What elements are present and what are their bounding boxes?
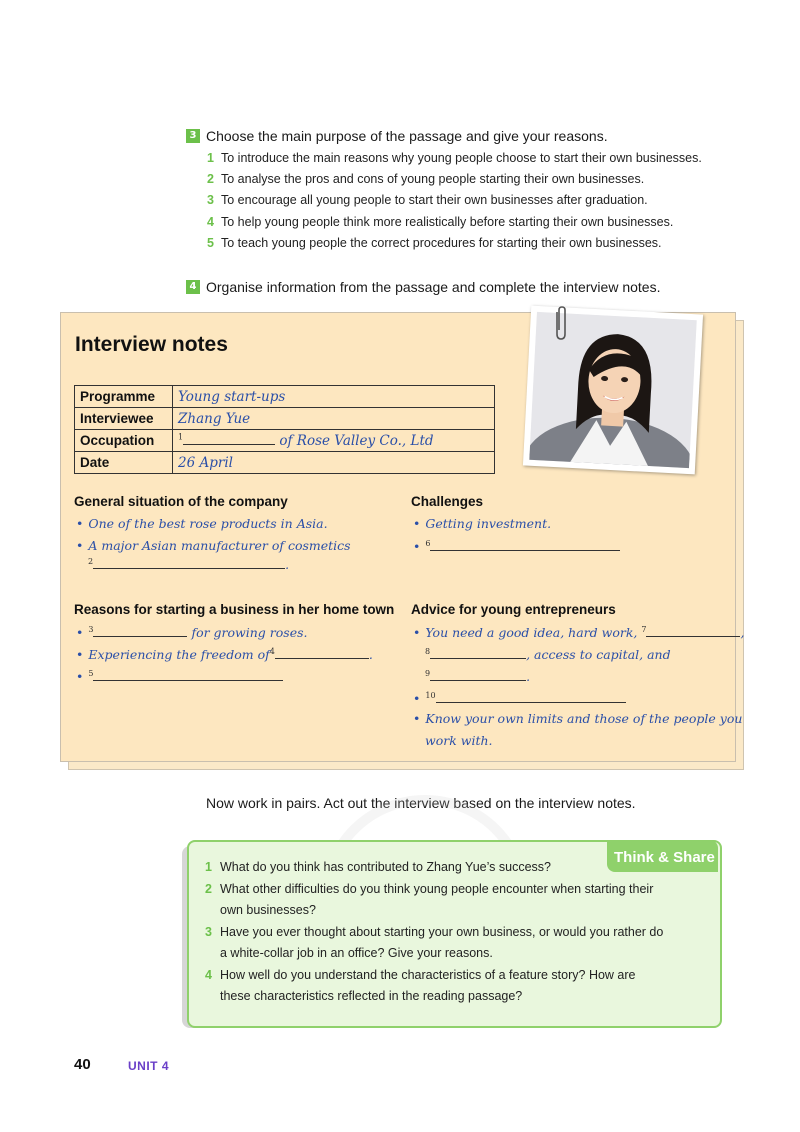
blank-number: 5 [88, 668, 94, 678]
programme-value: Young start-ups [173, 386, 495, 408]
question-1 [205, 860, 551, 874]
advice-item-2: • $^{10}$ [413, 690, 626, 706]
option-text: To help young people think more realistically before starting their own businesses. [221, 215, 674, 229]
general-item-2: • A major Asian manufacturer of cosmetics [76, 538, 351, 553]
blank-number: 7 [641, 624, 647, 634]
advice-item-1c [425, 668, 530, 684]
blank-number: 3 [88, 624, 94, 634]
option-text: To analyse the pros and cons of young people starting their own businesses. [221, 172, 645, 186]
question-number: 4 [205, 968, 212, 982]
question-3 [205, 925, 663, 939]
blank-number: 10 [425, 690, 436, 700]
exercise-4-instruction: Organise information from the passage and complete the interview notes. [206, 279, 661, 295]
table-row [75, 430, 495, 452]
programme-label: Programme [75, 386, 173, 408]
question-2-cont: own businesses? [220, 903, 316, 917]
blank-4[interactable] [275, 646, 369, 659]
question-number: 3 [205, 925, 212, 939]
challenges-item-2: • $^6$ [413, 538, 620, 554]
advice-item-3-cont: work with. [425, 733, 493, 748]
blank-6[interactable] [430, 538, 620, 551]
reasons-item-3: • $^5$ [76, 668, 283, 684]
blank-number: 1 [178, 432, 184, 442]
option-number: 4 [207, 215, 214, 229]
blank-5[interactable] [93, 668, 283, 681]
option-4 [207, 215, 673, 229]
challenges-heading: Challenges [411, 494, 484, 509]
occupation-value [173, 430, 495, 452]
option-text: To encourage all young people to start their own businesses after graduation. [221, 193, 648, 207]
option-1 [207, 151, 702, 165]
blank-1[interactable] [183, 432, 275, 445]
option-text: To introduce the main reasons why young people choose to start their own businesses. [221, 151, 702, 165]
advice-item-1b-text: , access to capital, and [526, 647, 671, 662]
blank-number: 6 [425, 538, 431, 548]
reasons-heading: Reasons for starting a business in her home town [74, 602, 395, 617]
general-item-1: • One of the best rose products in Asia. [76, 516, 328, 531]
date-value: 26 April [173, 452, 495, 474]
question-number: 1 [205, 860, 212, 874]
advice-item-1b [425, 646, 671, 662]
blank-2[interactable] [93, 556, 285, 569]
reasons-item-2-text: Experiencing the freedom of [88, 647, 270, 662]
advice-item-1: • You need a good idea, hard work, $^7$ , [413, 624, 745, 640]
general-item-1-text: One of the best rose products in Asia. [88, 516, 328, 531]
period: . [526, 669, 531, 684]
blank-9[interactable] [430, 668, 526, 681]
photo-zhang-yue [523, 306, 703, 475]
option-number: 2 [207, 172, 214, 186]
challenges-item-1-text: Getting investment. [425, 516, 552, 531]
think-share-label: Think & Share [614, 849, 715, 866]
question-4-cont: these characteristics reflected in the reading passage? [220, 989, 523, 1003]
table-row [75, 408, 495, 430]
comma: , [740, 625, 745, 640]
question-text: How well do you understand the characteristics of a feature story? How are [220, 968, 636, 982]
option-number: 1 [207, 151, 214, 165]
general-item-2-blank [88, 556, 289, 572]
question-number: 2 [205, 882, 212, 896]
question-text: Have you ever thought about starting your own business, or would you rather do [220, 925, 664, 939]
question-3-cont: a white-collar job in an office? Give your reasons. [220, 946, 493, 960]
reasons-item-1: • $^3$ for growing roses. [76, 624, 308, 640]
page-number: 40 [74, 1056, 91, 1073]
blank-number: 2 [88, 556, 94, 566]
unit-label: UNIT 4 [128, 1059, 170, 1073]
question-2 [205, 882, 653, 896]
general-heading: General situation of the company [74, 494, 288, 509]
option-2 [207, 172, 644, 186]
advice-item-1-text: You need a good idea, hard work, [425, 625, 638, 640]
advice-heading: Advice for young entrepreneurs [411, 602, 616, 617]
notes-title: Interview notes [75, 333, 228, 356]
advice-item-3: • Know your own limits and those of the people you [413, 711, 743, 726]
blank-8[interactable] [430, 646, 526, 659]
table-row [75, 386, 495, 408]
option-number: 5 [207, 236, 214, 250]
question-4 [205, 968, 636, 982]
pairs-instruction: Now work in pairs. Act out the interview based on the interview notes. [206, 795, 636, 811]
paperclip-icon [553, 306, 569, 342]
occupation-text: of Rose Valley Co., Ltd [279, 433, 434, 449]
occupation-label: Occupation [75, 430, 173, 452]
question-text: What do you think has contributed to Zhang Yue’s success? [220, 860, 551, 874]
reasons-item-2: • Experiencing the freedom $of^4$ . [76, 646, 373, 662]
reasons-item-1-text: for growing roses. [191, 625, 308, 640]
exercise-4-badge: 4 [186, 280, 200, 294]
blank-number: 8 [425, 646, 431, 656]
table-row [75, 452, 495, 474]
blank-7[interactable] [646, 624, 740, 637]
question-text: What other difficulties do you think young people encounter when starting their [220, 882, 654, 896]
exercise-3-instruction: Choose the main purpose of the passage and give your reasons. [206, 128, 608, 144]
date-label: Date [75, 452, 173, 474]
exercise-3-badge: 3 [186, 129, 200, 143]
interviewee-label: Interviewee [75, 408, 173, 430]
period: . [368, 647, 373, 662]
option-text: To teach young people the correct procedures for starting their own businesses. [221, 236, 662, 250]
option-number: 3 [207, 193, 214, 207]
blank-3[interactable] [93, 624, 187, 637]
blank-number: 4 [269, 646, 275, 656]
interview-meta-table [74, 385, 495, 474]
period: . [285, 557, 290, 572]
option-3 [207, 193, 648, 207]
blank-number: 9 [425, 668, 431, 678]
blank-10[interactable] [436, 690, 626, 703]
challenges-item-1: • Getting investment. [413, 516, 552, 531]
advice-item-3-text: Know your own limits and those of the people you [425, 711, 743, 726]
interviewee-value: Zhang Yue [173, 408, 495, 430]
option-5 [207, 236, 662, 250]
general-item-2-text: A major Asian manufacturer of cosmetics [88, 538, 351, 553]
